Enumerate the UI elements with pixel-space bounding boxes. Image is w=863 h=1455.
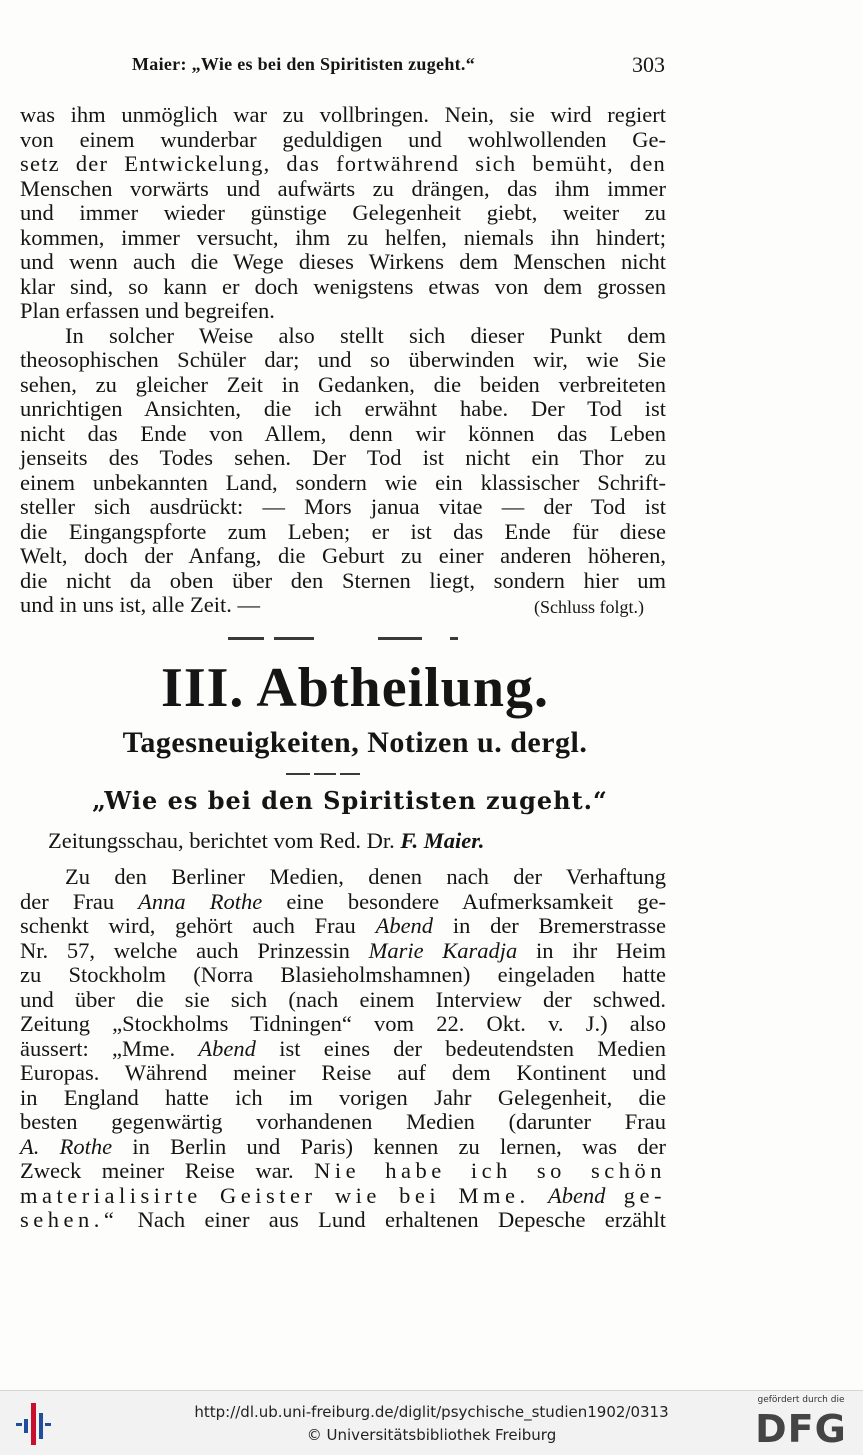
body-line: die Eingangspforte zum Leben; er ist das Ende für diese [20, 518, 666, 544]
section-title: III. Abtheilung. [161, 657, 549, 719]
divider-rule [228, 637, 264, 640]
viewer-footer [0, 1390, 863, 1455]
body-line: einem unbekannten Land, sondern wie ein klassischer Schrift- [20, 469, 666, 495]
body-line-last [20, 593, 666, 618]
body-line: und über die sie sich (nach einem Interview der schwed. [20, 986, 666, 1012]
body-line: theosophischen Schüler dar; und so überwinden wir, wie Sie [20, 347, 666, 372]
spaced-emphasis: materialisirte Geister wie bei Mme. [20, 1182, 548, 1208]
article-body [20, 865, 666, 1233]
body-line: nicht das Ende von Allem, denn wir können das Leben [20, 420, 666, 446]
body-line: Zweck meiner Reise war. Nie habe ich so schön [20, 1158, 666, 1183]
body-line: setz der Entwickelung, das fortwährend sich bemüht, den [20, 151, 666, 176]
body-line: In solcher Weise also stellt sich dieser Punkt dem [65, 322, 666, 348]
body-line: Zeitung „Stockholms Tidningen“ vom 22. Okt. v. J.) also [20, 1011, 666, 1036]
body-line: von einem wunderbar geduldigen und wohlwollenden Ge- [20, 126, 666, 152]
section-subtitle: Tagesneuigkeiten, Notizen u. dergl. [122, 726, 588, 759]
spaced-emphasis: Nie habe ich so schön [314, 1158, 666, 1183]
article-title: „Wie es bei den Spiritisten zugeht.“ [92, 786, 608, 815]
dfg-logo-icon [749, 1395, 853, 1451]
body-line: kommen, immer versucht, ihm zu helfen, niemals ihn hindert; [20, 224, 666, 250]
body-line: der Frau Anna Rothe eine besondere Aufmerksamkeit ge- [20, 888, 666, 914]
footer-copyright: © Universitätsbibliothek Freiburg [306, 1426, 557, 1444]
body-line: Plan erfassen und begreifen. [20, 298, 275, 323]
divider-rule [450, 637, 458, 640]
body-line: besten gegenwärtig vorhandenen Medien (darunter Frau [20, 1109, 666, 1134]
body-line: materialisirte Geister wie bei Mme. Abend ge- [20, 1182, 667, 1208]
body-line: Nr. 57, welche auch Prinzessin Marie Karadja in ihr Heim [20, 937, 666, 963]
page-number: 303 [632, 52, 665, 77]
divider-rule [314, 773, 336, 775]
body-line: äussert: „Mme. Abend ist eines der bedeutendsten Medien [20, 1035, 666, 1061]
dfg-mark: DFG [755, 1407, 847, 1451]
divider-rule [286, 773, 310, 775]
divider-rule [340, 773, 360, 775]
dfg-caption: gefördert durch die [757, 1395, 845, 1405]
spaced-emphasis: sehen.“ [20, 1207, 119, 1232]
article-byline [48, 828, 484, 854]
byline-prefix: Zeitungsschau, berichtet vom Red. Dr. [48, 828, 401, 853]
body-line: und immer wieder günstige Gelegenheit giebt, weiter zu [20, 200, 666, 225]
body-top [20, 103, 666, 618]
body-line: unrichtigen Ansichten, die ich erwähnt habe. Der Tod ist [20, 396, 666, 421]
schluss-note: (Schluss folgt.) [534, 597, 644, 617]
body-line: und wenn auch die Wege dieses Wirkens dem Menschen nicht [20, 249, 666, 274]
running-title: Maier: „Wie es bei den Spiritisten zugeht.“ [132, 54, 476, 74]
name-a-rothe: A. Rothe [20, 1133, 113, 1159]
body-line: Welt, doch der Anfang, die Geburt zu einer anderen höheren, [20, 543, 666, 568]
footer-url-link[interactable]: http://dl.ub.uni-freiburg.de/diglit/psychische_studien1902/0313 [194, 1403, 669, 1421]
body-line: in England hatte ich im vorigen Jahr Gelegenheit, die [20, 1084, 666, 1110]
body-line: was ihm unmöglich war zu vollbringen. Nein, sie wird regiert [20, 102, 666, 127]
body-line: jenseits des Todes sehen. Der Tod ist nicht ein Thor zu [20, 445, 666, 470]
divider-rule [378, 637, 422, 640]
body-line-text: und in uns ist, alle Zeit. — [20, 592, 260, 617]
body-line: zu Stockholm (Norra Blasieholmshamnen) eingeladen hatte [20, 962, 666, 987]
name-abend: Abend [198, 1035, 256, 1061]
body-line: sehen, zu gleicher Zeit in Gedanken, die beiden verbreiteten [20, 371, 666, 397]
running-head [20, 52, 665, 82]
body-line: sehen.“ Nach einer aus Lund erhaltenen Depesche erzählt [20, 1207, 666, 1232]
name-marie-karadja: Marie Karadja [368, 937, 518, 963]
name-anna-rothe: Anna Rothe [138, 888, 263, 914]
body-line: steller sich ausdrückt: — Mors janua vitae — der Tod ist [20, 494, 666, 519]
byline-author: F. Maier. [400, 828, 485, 853]
divider-rule [274, 637, 314, 640]
body-line: Zu den Berliner Medien, denen nach der Verhaftung [65, 864, 666, 889]
body-line: die nicht da oben über den Sternen liegt, sondern hier um [20, 567, 666, 593]
body-line: klar sind, so kann er doch wenigstens etwas von dem grossen [20, 273, 666, 299]
body-line: Menschen vorwärts und aufwärts zu drängen, das ihm immer [20, 175, 666, 201]
body-line: A. Rothe in Berlin und Paris) kennen zu lernen, was der [20, 1133, 666, 1159]
name-abend: Abend [375, 913, 434, 938]
body-line: Europas. Während meiner Reise auf dem Kontinent und [20, 1060, 666, 1085]
name-abend: Abend [547, 1182, 606, 1208]
body-line: schenkt wird, gehört auch Frau Abend in der Bremerstrasse [20, 913, 667, 938]
